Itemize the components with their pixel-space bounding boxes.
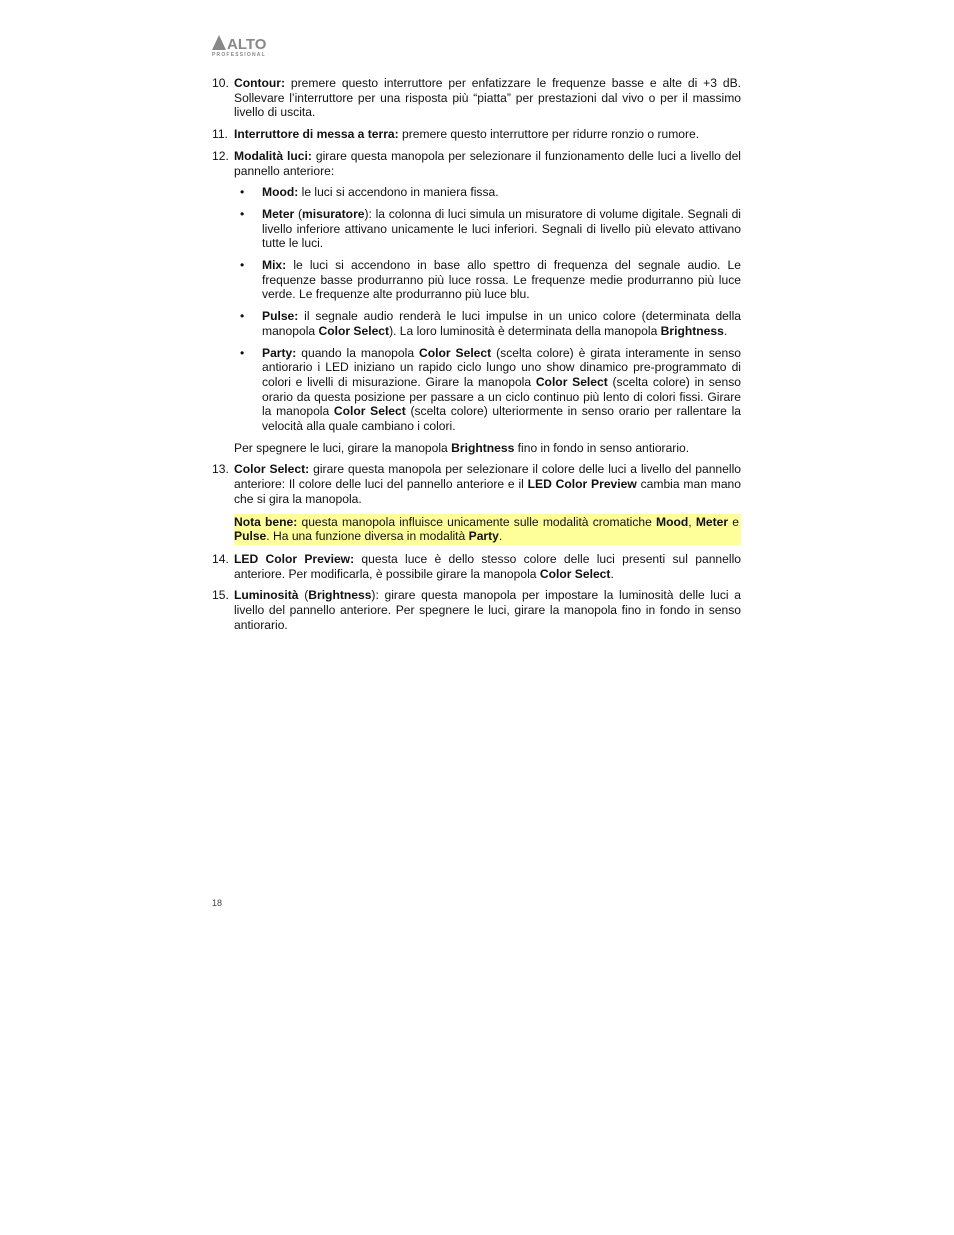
logo-subtext: PROFESSIONAL (212, 52, 266, 57)
mode-text: le luci si accendono in maniera fissa. (298, 185, 499, 200)
bullet-icon: • (240, 309, 245, 324)
item-number: 14. (212, 551, 229, 566)
note-bold: Party (468, 529, 499, 544)
alto-professional-logo (211, 33, 279, 57)
mode-text: (scelta colore) è girata interamente in senso antiorario i LED iniziano un rapido ciclo lungo uno show dinamico pre-programmato di colori e livelli di misurazione. Girare la manopola (262, 345, 741, 389)
bullet-icon: • (240, 206, 245, 221)
mode-bold: Color Select (318, 323, 390, 338)
mode-party (234, 346, 741, 434)
item-text: premere questo interruttore per ridurre ronzio o rumore. (398, 127, 700, 142)
mode-bold: Color Select (333, 404, 406, 419)
item-text: . (610, 566, 614, 581)
item-text: ): girare questa manopola per impostare la luminosità delle luci a livello del pannello anteriore. Per spegnere le luci, girare la manopola fino in fondo in senso antiorario. (234, 588, 741, 632)
item-text: cambia man mano che si gira la manopola. (234, 477, 741, 506)
item-text: girare questa manopola per selezionare il colore delle luci a livello del pannello anteriore: Il colore delle luci del pannello anteriore e il (234, 462, 741, 492)
mode-text: le luci si accendono in base allo spettro di frequenza del segnale audio. Le frequenze basse produrranno più luce rossa. Le frequenze medie produrranno più luce verde. Le frequenze alte produrranno più luce blu. (262, 258, 741, 302)
item-brightness (212, 588, 741, 632)
mode-bold: Color Select (419, 345, 492, 360)
mode-title: Meter (262, 206, 295, 221)
mode-text: (scelta colore) in senso orario da questa posizione per passare a un ciclo continuo più lento di colori fissi. Girare la manopola (262, 374, 741, 419)
mode-pulse (234, 309, 741, 338)
mode-text: il segnale audio renderà le luci impulse in un unico colore (determinata della manopola (262, 309, 741, 338)
mode-text: ). La loro luminosità è determinata della manopola (389, 323, 661, 338)
mode-bold: Color Select (535, 374, 608, 389)
mode-mood (234, 185, 741, 200)
mode-text: ( (294, 206, 302, 221)
note-text: . Ha una funzione diversa in modalità (266, 529, 469, 544)
item-light-mode (212, 148, 741, 456)
note-text: , (688, 514, 696, 529)
logo-text: ALTO (227, 36, 267, 53)
light-mode-list (234, 185, 741, 434)
mode-bold: Brightness (660, 323, 724, 338)
item-led-color-preview (212, 551, 741, 581)
note-text: Per spegnere le luci, girare la manopola (234, 440, 452, 455)
item-color-select (212, 462, 741, 506)
mode-text: (scelta colore) ulteriormente in senso orario per rallentare la velocità alla quale cambiano i colori. (262, 404, 741, 434)
item-bold: LED Color Preview (527, 477, 637, 492)
item-bold: Color Select (539, 566, 611, 581)
note-bold: Meter (695, 514, 729, 529)
note-text: fino in fondo in senso antiorario. (514, 440, 690, 455)
item-ground-switch (212, 127, 741, 142)
note-bold: Brightness (451, 440, 515, 455)
note-label: Nota bene: (234, 514, 298, 529)
item-number: 15. (212, 588, 229, 603)
item-title: Modalità luci: (234, 148, 312, 163)
item-number: 11. (212, 127, 228, 142)
item-bold: Brightness (308, 588, 372, 603)
mode-title: Mood: (262, 185, 299, 200)
note-text: questa manopola influisce unicamente sulle modalità cromatiche (297, 514, 657, 529)
item-number: 10. (212, 76, 229, 90)
mode-title: Mix: (262, 258, 287, 273)
item-text: premere questo interruttore per enfatizzare le frequenze basse e alte di +3 dB. Sollevare l’interruttore per una risposta più “piatta” per prestazioni dal vivo o per il massimo livello di uscita. (234, 76, 741, 120)
mode-title: Pulse: (262, 309, 299, 324)
nota-bene-highlight (234, 514, 741, 545)
item-text: girare questa manopola per selezionare il funzionamento delle luci a livello del pannello anteriore: (234, 148, 741, 178)
item-contour (212, 76, 741, 120)
item-title: Contour: (234, 76, 286, 90)
item-title: Interruttore di messa a terra: (234, 127, 399, 142)
note-bold: Mood (656, 514, 689, 529)
item-text: ( (298, 588, 309, 603)
bullet-icon: • (240, 185, 245, 200)
mode-text: ): la colonna di luci simula un misuratore di volume digitale. Segnali di livello inferiore attivano unicamente le luci inferiori. Segnali di livello più elevato attivano tutte le luci. (262, 206, 741, 251)
lights-off-note (234, 441, 741, 456)
item-title: Luminosità (234, 588, 299, 603)
item-title: LED Color Preview: (234, 551, 355, 566)
document-body (212, 76, 741, 640)
mode-text: . (723, 323, 728, 338)
mode-text: quando la manopola (296, 345, 419, 360)
note-bold: Pulse (234, 529, 267, 544)
mode-title: Party: (262, 345, 297, 360)
mode-meter (234, 207, 741, 251)
bullet-icon: • (240, 258, 245, 273)
item-number: 13. (212, 462, 229, 477)
note-text: e (728, 514, 739, 529)
page-number: 18 (212, 898, 223, 908)
mode-mix (234, 258, 741, 302)
note-text: . (498, 529, 503, 544)
bullet-icon: • (240, 345, 245, 360)
item-title: Color Select: (234, 462, 310, 477)
item-text: questa luce è dello stesso colore delle luci presenti sul pannello anteriore. Per modificarla, è possibile girare la manopola (234, 551, 741, 581)
item-number: 12. (212, 148, 229, 163)
mode-bold: misuratore (302, 206, 365, 221)
